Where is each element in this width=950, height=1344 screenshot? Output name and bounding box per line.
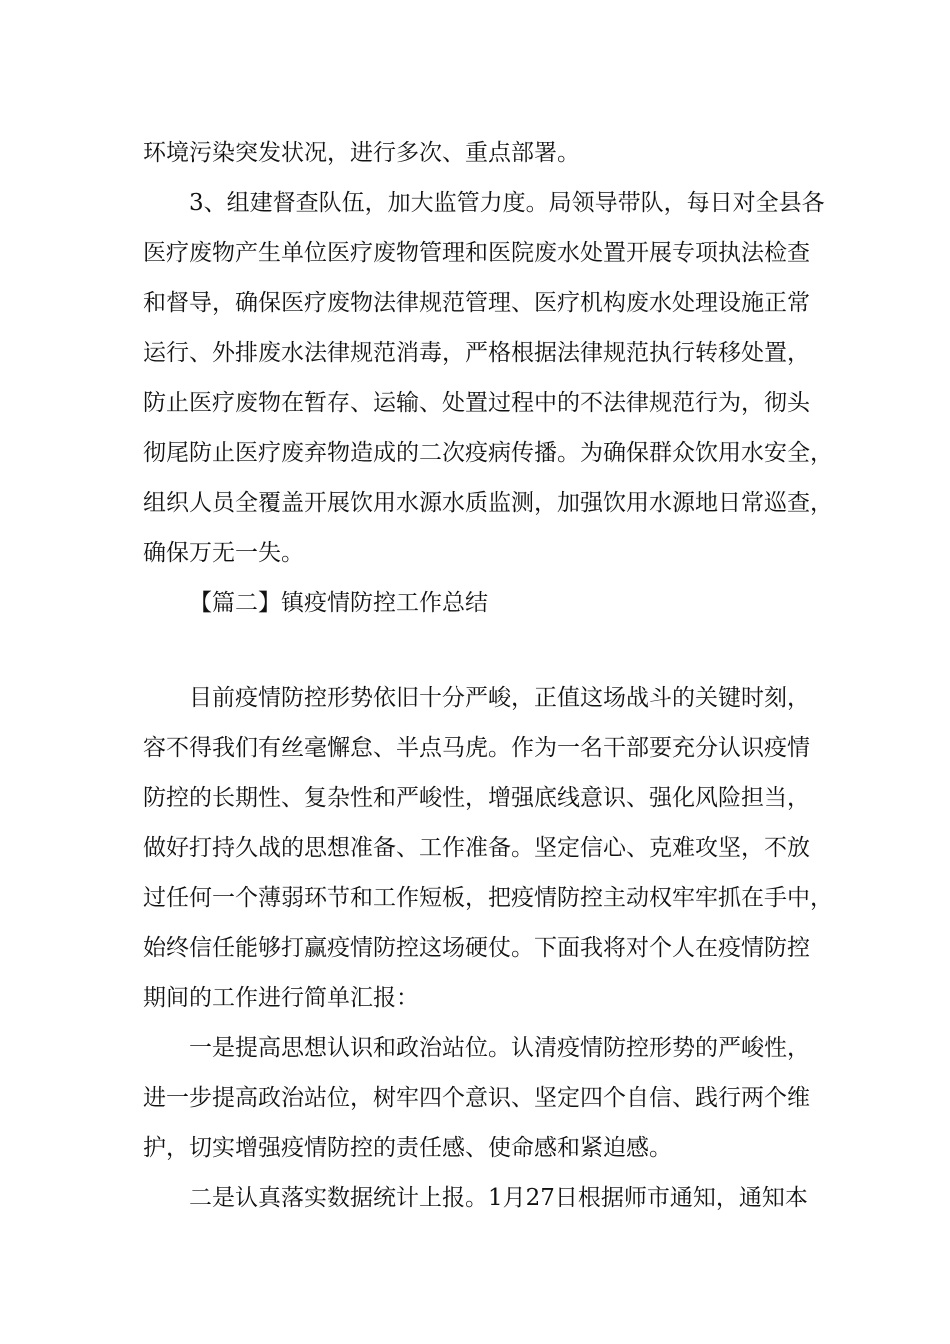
text-line: 期间的工作进行简单汇报：: [143, 985, 419, 1011]
text-line: 做好打持久战的思想准备、工作准备。坚定信心、克难攻坚，不放: [143, 835, 810, 861]
text-line: 运行、外排废水法律规范消毒，严格根据法律规范执行转移处置，: [143, 340, 810, 366]
text-line: 3、组建督查队伍，加大监管力度。局领导带队，每日对全县各: [189, 190, 825, 216]
text-line: 目前疫情防控形势依旧十分严峻，正值这场战斗的关键时刻，: [189, 685, 810, 711]
text-line: 二是认真落实数据统计上报。1月27日根据师市通知，通知本: [189, 1185, 808, 1211]
text-line: 组织人员全覆盖开展饮用水源水质监测，加强饮用水源地日常巡查，: [143, 490, 833, 516]
text-line: 防控的长期性、复杂性和严峻性，增强底线意识、强化风险担当，: [143, 785, 810, 811]
text-line: 护，切实增强疫情防控的责任感、使命感和紧迫感。: [143, 1135, 672, 1161]
text-line: 环境污染突发状况，进行多次、重点部署。: [143, 140, 580, 166]
text-block-bottom: [143, 673, 833, 1223]
text-line: 防止医疗废物在暂存、运输、处置过程中的不法律规范行为，彻头: [143, 390, 810, 416]
text-line: 彻尾防止医疗废弃物造成的二次疫病传播。为确保群众饮用水安全，: [143, 440, 833, 466]
text-line: 容不得我们有丝毫懈怠、半点马虎。作为一名干部要充分认识疫情: [143, 735, 810, 761]
text-line: 一是提高思想认识和政治站位。认清疫情防控形势的严峻性，: [189, 1035, 810, 1061]
text-line: 和督导，确保医疗废物法律规范管理、医疗机构废水处理设施正常: [143, 290, 810, 316]
text-block-top: [143, 128, 833, 628]
text-line: 过任何一个薄弱环节和工作短板，把疫情防控主动权牢牢抓在手中，: [143, 885, 833, 911]
text-line: 始终信任能够打赢疫情防控这场硬仗。下面我将对个人在疫情防控: [143, 935, 810, 961]
text-line: 医疗废物产生单位医疗废物管理和医院废水处置开展专项执法检查: [143, 240, 810, 266]
text-line: 进一步提高政治站位，树牢四个意识、坚定四个自信、践行两个维: [143, 1085, 810, 1111]
text-line: 确保万无一失。: [143, 540, 304, 566]
section-heading: 【篇二】镇疫情防控工作总结: [189, 590, 488, 616]
